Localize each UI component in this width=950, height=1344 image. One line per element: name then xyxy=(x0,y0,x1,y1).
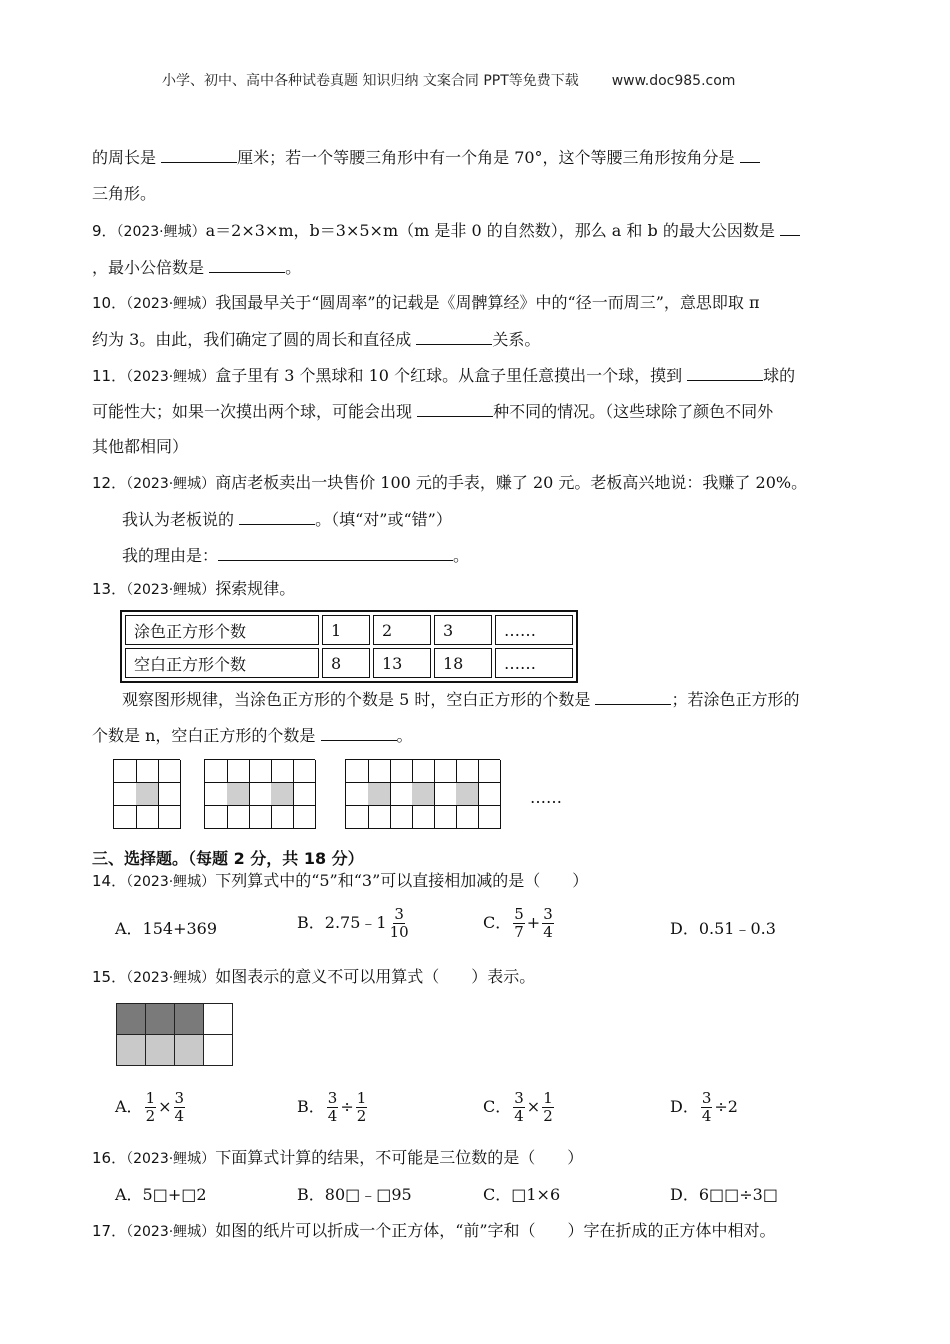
pattern-ellipsis: …… xyxy=(530,788,562,807)
fraction: $\frac{3}{4}$ xyxy=(701,1089,712,1125)
q8-line2: 三角形。 xyxy=(92,184,157,203)
q12-line3: 我的理由是： 。 xyxy=(122,546,470,565)
table-cell: …… xyxy=(495,615,573,645)
q10-blank[interactable] xyxy=(416,328,492,345)
fraction-bar-figure xyxy=(116,1003,233,1066)
fraction: $\frac{5}{7}$ xyxy=(514,905,524,941)
table-row xyxy=(125,615,573,645)
q14-option-a[interactable]: A．154+369 xyxy=(115,919,218,938)
q8-blank-1[interactable] xyxy=(161,146,237,163)
q9-blank-2[interactable] xyxy=(209,256,285,273)
q12-blank-2[interactable] xyxy=(218,544,453,561)
q11-blank-1[interactable] xyxy=(687,364,763,381)
q10-line1: 10．（2023·鲤城）我国最早关于“圆周率”的记载是《周髀算经》中的“径一而周三”，意思即取 π xyxy=(92,293,760,312)
q11-line3: 其他都相同） xyxy=(92,437,189,456)
pattern-figure-1 xyxy=(113,759,180,829)
table-cell: 3 xyxy=(434,615,492,645)
pattern-figure-3 xyxy=(345,759,500,829)
q16-option-c[interactable]: C．□1×6 xyxy=(483,1185,561,1204)
header-site: www.doc985.com xyxy=(611,73,736,89)
table-cell-label: 空白正方形个数 xyxy=(125,648,319,678)
table-cell: 2 xyxy=(373,615,431,645)
q13-line3: 个数是 n，空白正方形的个数是 。 xyxy=(92,726,413,745)
header-links: 小学、初中、高中各种试卷真题 知识归纳 文案合同 PPT等免费下载 xyxy=(162,73,579,89)
q15-option-b[interactable]: B． $\frac{3}{4}$ ÷ $\frac{1}{2}$ xyxy=(297,1089,367,1125)
q11-line2: 可能性大；如果一次摸出两个球，可能会出现 种不同的情况。（这些球除了颜色不同外 xyxy=(92,402,774,421)
header-text xyxy=(162,70,735,90)
q14-option-b[interactable]: B．2.75﹣1 $\frac{3}{10}$ xyxy=(297,905,409,941)
table-cell-label: 涂色正方形个数 xyxy=(125,615,319,645)
q12-line1: 12．（2023·鲤城）商店老板卖出一块售价 100 元的手表，赚了 20 元。老板高兴地说：我赚了 20%。 xyxy=(92,473,808,492)
fraction: $\frac{1}{2}$ xyxy=(145,1089,156,1125)
q15-option-d[interactable]: D． $\frac{3}{4}$ ÷2 xyxy=(670,1089,738,1125)
table-cell: 1 xyxy=(322,615,370,645)
pattern-figure-2 xyxy=(204,759,315,829)
fraction: $\frac{3}{4}$ xyxy=(327,1089,338,1125)
table-cell: …… xyxy=(495,648,573,678)
q12-line2: 我认为老板说的 。（填“对”或“错”） xyxy=(122,510,452,529)
q8-blank-2[interactable] xyxy=(740,146,760,163)
pattern-table xyxy=(120,610,578,683)
q16-stem: 16．（2023·鲤城）下面算式计算的结果，不可能是三位数的是（ ） xyxy=(92,1148,584,1167)
q15-option-c[interactable]: C． $\frac{3}{4}$ × $\frac{1}{2}$ xyxy=(483,1089,553,1125)
fraction: $\frac{1}{2}$ xyxy=(356,1089,367,1125)
table-cell: 13 xyxy=(373,648,431,678)
q9-blank-1[interactable] xyxy=(780,219,800,236)
q13-blank-2[interactable] xyxy=(321,724,397,741)
q14-stem: 14．（2023·鲤城）下列算式中的“5”和“3”可以直接相加减的是（ ） xyxy=(92,871,589,890)
q9-line2: ，最小公倍数是 。 xyxy=(92,258,302,277)
q12-blank-1[interactable] xyxy=(239,508,315,525)
fraction: $\frac{1}{2}$ xyxy=(543,1089,553,1125)
q14-option-d[interactable]: D．0.51﹣0.3 xyxy=(670,919,776,938)
table-cell: 18 xyxy=(434,648,492,678)
table-cell: 8 xyxy=(322,648,370,678)
q17-stem: 17．（2023·鲤城）如图的纸片可以折成一个正方体，“前”字和（ ）字在折成的正方体中相对。 xyxy=(92,1221,776,1240)
section-title: 三、选择题。（每题 2 分，共 18 分） xyxy=(92,849,364,868)
q11-blank-2[interactable] xyxy=(417,400,493,417)
q16-option-a[interactable]: A．5□+□2 xyxy=(115,1185,207,1204)
q9-line1: 9．（2023·鲤城）a＝2×3×m，b＝3×5×m（m 是非 0 的自然数），那么 a 和 b 的最大公因数是 xyxy=(92,219,800,243)
q10-line2: 约为 3。由此，我们确定了圆的周长和直径成 关系。 xyxy=(92,330,541,349)
q13-blank-1[interactable] xyxy=(595,688,671,705)
q14-option-c[interactable]: C． $\frac{5}{7}$ + $\frac{3}{4}$ xyxy=(483,905,553,941)
fraction: $\frac{3}{4}$ xyxy=(543,905,553,941)
fraction: $\frac{3}{4}$ xyxy=(174,1089,185,1125)
q13-line2: 观察图形规律，当涂色正方形的个数是 5 时，空白正方形的个数是 ；若涂色正方形的 xyxy=(122,690,800,709)
table-row xyxy=(125,648,573,678)
fraction: $\frac{3}{4}$ xyxy=(514,1089,524,1125)
q13-line1: 13．（2023·鲤城）探索规律。 xyxy=(92,579,296,598)
q8-line1: 的周长是 厘米；若一个等腰三角形中有一个角是 70°，这个等腰三角形按角分是 xyxy=(92,146,760,169)
q16-option-b[interactable]: B．80□﹣□95 xyxy=(297,1185,412,1204)
q15-stem: 15．（2023·鲤城）如图表示的意义不可以用算式（ ）表示。 xyxy=(92,967,536,986)
fraction: $\frac{3}{10}$ xyxy=(389,905,409,941)
q16-option-d[interactable]: D．6□□÷3□ xyxy=(670,1185,778,1204)
q15-option-a[interactable]: A． $\frac{1}{2}$ × $\frac{3}{4}$ xyxy=(115,1089,185,1125)
q11-line1: 11．（2023·鲤城）盒子里有 3 个黑球和 10 个红球。从盒子里任意摸出一个球，摸到 球的 xyxy=(92,366,796,385)
